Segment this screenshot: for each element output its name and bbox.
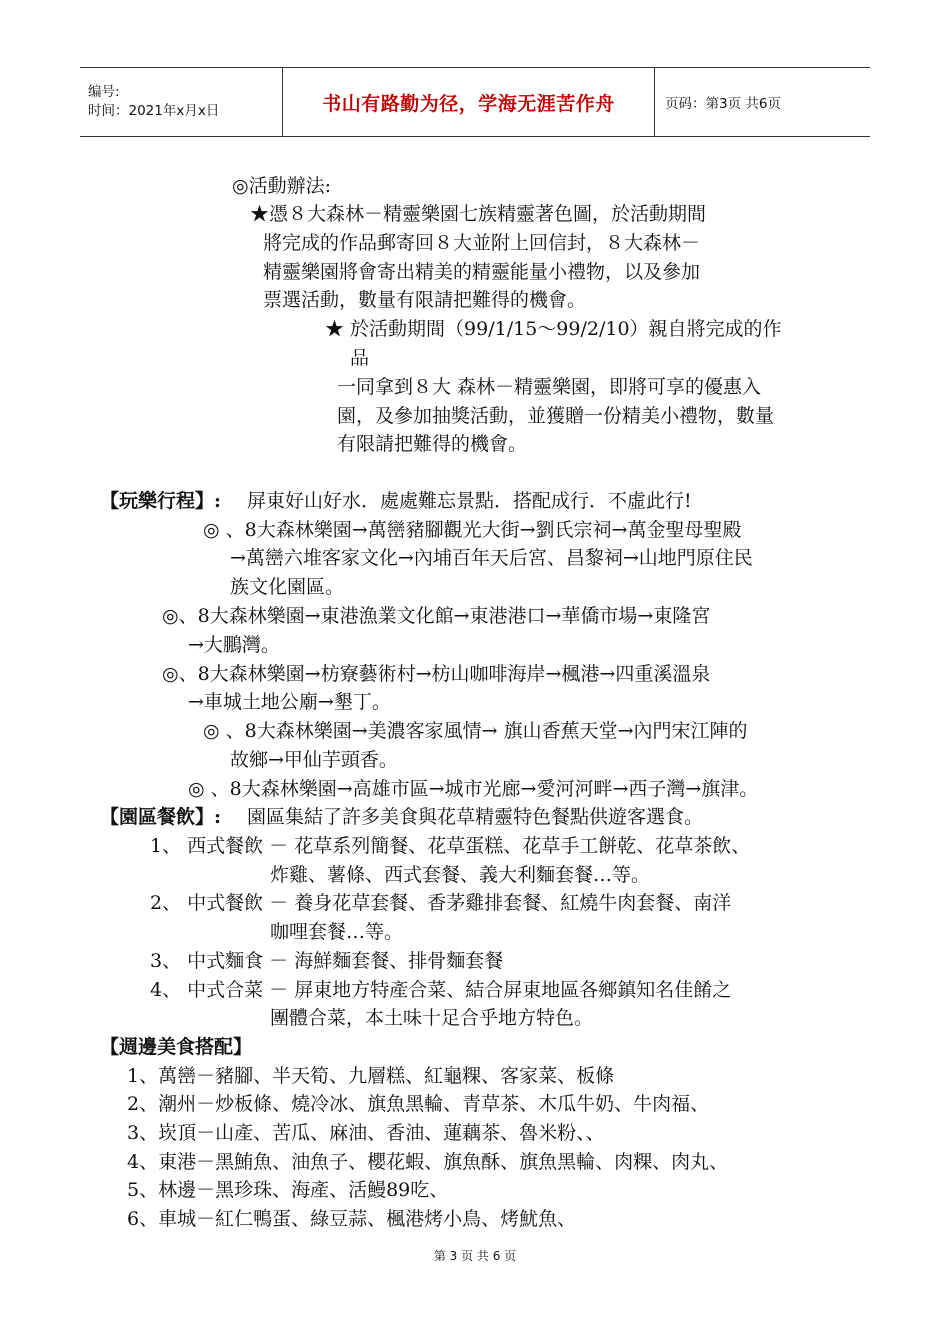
food-label: 【週邊美食搭配】 [100, 1036, 253, 1058]
food-item: 3、崁頂－山產、苦瓜、麻油、香油、蓮藕茶、魯米粉、、 [127, 1122, 605, 1144]
food-item: 5、林邊－黑珍珠、海產、活鰻89吃、 [127, 1179, 449, 1201]
dining-item-line: 4、 中式合菜 － 屏東地方特產合菜、結合屏東地區各鄉鎮知名佳餚之 [150, 979, 732, 1001]
food-item: 1、萬巒－豬腳、半天筍、九層糕、紅龜粿、客家菜、板條 [127, 1065, 615, 1087]
itinerary-route-line: ◎、8大森林樂園→枋寮藝術村→枋山咖啡海岸→楓港→四重溪溫泉 [162, 663, 711, 685]
dining-item-line: 3、 中式麵食 － 海鮮麵套餐、排骨麵套餐 [150, 950, 504, 972]
header-page-number [655, 68, 870, 136]
dining-intro: 園區集結了許多美食與花草精靈特色餐點供遊客選食。 [247, 806, 704, 828]
activity-item2-line: 園，及參加抽獎活動，並獲贈一份精美小禮物，數量 [337, 405, 775, 427]
dining-label: 【園區餐飲】: [100, 806, 222, 828]
activity-title: ◎活動辦法: [232, 175, 331, 197]
food-item: 6、車城－紅仁鴨蛋、綠豆蒜、楓港烤小鳥、烤魷魚、 [127, 1208, 577, 1230]
page-header [80, 67, 870, 137]
activity-item2-line: 有限請把難得的機會。 [337, 433, 528, 455]
itinerary-route-line: ◎ 、8大森林樂園→美濃客家風情→ 旗山香蕉天堂→內門宋江陣的 [203, 720, 748, 742]
page-number-label: 页码：第3页 共6页 [665, 96, 781, 112]
header-motto [283, 68, 655, 136]
activity-item2-line: ★ 於活動期間（99/1/15～99/2/10）親自將完成的作 [325, 318, 782, 340]
document-time-label: 时间：2021年x月x日 [88, 103, 220, 119]
activity-item2-line: 一同拿到８大 森林－精靈樂園，即將可享的優惠入 [337, 376, 762, 398]
dining-item-line: 咖哩套餐…等。 [270, 921, 404, 943]
food-item: 2、潮州－炒板條、燒冷冰、旗魚黑輪、青草茶、木瓜牛奶、牛肉福、 [127, 1093, 710, 1115]
itinerary-route-line: →萬巒六堆客家文化→內埔百年天后宮、昌黎祠→山地門原住民 [230, 547, 753, 569]
itinerary-route-line: ◎ 、8大森林樂園→高雄市區→城市光廊→愛河河畔→西子灣→旗津。 [188, 778, 759, 800]
dining-item-line: 團體合菜，本土味十足合乎地方特色。 [270, 1007, 594, 1029]
itinerary-intro: 屏東好山好水．處處難忘景點．搭配成行．不虛此行! [247, 490, 692, 512]
motto-text: 书山有路勤为径，学海无涯苦作舟 [322, 92, 615, 115]
itinerary-route-line: ◎ 、8大森林樂園→萬巒豬腳觀光大街→劉氏宗祠→萬金聖母聖殿 [203, 519, 742, 541]
page-footer: 第 3 页 共 6 页 [433, 1249, 517, 1263]
header-meta [80, 68, 283, 136]
dining-item-line: 1、 西式餐飲 － 花草系列簡餐、花草蛋糕、花草手工餅乾、花草茶飲、 [150, 835, 751, 857]
dining-item-line: 炸雞、薯條、西式套餐、義大利麵套餐…等。 [270, 864, 651, 886]
activity-item1-line: 精靈樂園將會寄出精美的精靈能量小禮物，以及參加 [263, 261, 701, 283]
activity-item1-line: 票選活動，數量有限請把難得的機會。 [263, 289, 587, 311]
activity-item1-line: 將完成的作品郵寄回８大並附上回信封，８大森林－ [263, 232, 701, 254]
food-item: 4、東港－黑鮪魚、油魚子、櫻花蝦、旗魚酥、旗魚黑輪、肉粿、肉丸、 [127, 1151, 729, 1173]
itinerary-route-line: →車城土地公廟→墾丁。 [188, 691, 391, 713]
activity-item1-line: ★憑８大森林－精靈樂園七族精靈著色圖，於活動期間 [250, 203, 707, 225]
itinerary-label: 【玩樂行程】: [100, 490, 222, 512]
itinerary-route-line: 故鄉→甲仙芋頭香。 [230, 749, 398, 771]
activity-item2-line: 品 [350, 347, 370, 369]
document-number-label: 编号: [88, 84, 120, 100]
itinerary-route-line: 族文化園區。 [230, 576, 345, 598]
dining-item-line: 2、 中式餐飲 － 養身花草套餐、香茅雞排套餐、紅燒牛肉套餐、南洋 [150, 892, 732, 914]
itinerary-route-line: ◎、8大森林樂園→東港漁業文化館→東港港口→華僑市場→東隆宮 [162, 605, 711, 627]
itinerary-route-line: →大鵬灣。 [188, 634, 280, 656]
